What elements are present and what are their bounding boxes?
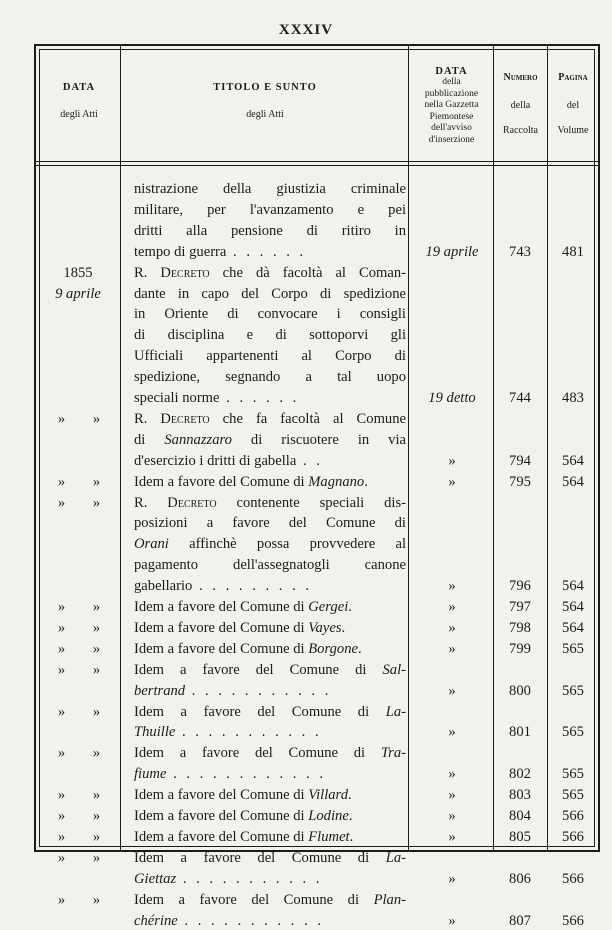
dot-leader: . . . . . . . . . . . [176,870,323,887]
volume-page: 483 [562,390,584,406]
collection-number: 743 [509,243,531,260]
ditto-mark: » [92,745,101,762]
decree-label: R. Decreto [134,264,210,281]
header-page-line: del [566,99,580,111]
collection-number: 744 [509,390,531,406]
ditto-mark: » [57,661,66,678]
entry-title-line [134,326,406,344]
title-text: che fa facoltà al Comune [209,410,407,427]
gazette-date: » [448,766,456,783]
ditto-mark: » [92,473,101,490]
volume-page: 565 [562,766,584,783]
header-gazette-line: Piemontese [429,111,474,122]
title-text: . [364,473,368,490]
entry-title-line [134,556,406,574]
collection-number: 796 [509,578,531,595]
comune-name: Thuille [134,724,176,741]
dot-leader: . . . . . . . . . . . . [166,766,326,783]
entry-title-line [134,431,406,449]
entry-title-line [134,535,406,553]
gazette-date: » [448,828,456,845]
ditto-mark: » [92,410,101,427]
ditto-mark: » [92,703,101,720]
title-text: tempo di guerra [134,243,227,260]
comune-name: chérine [134,912,178,929]
volume-page: 564 [562,599,584,615]
title-text: Idem a favore del Comune di [134,619,309,636]
entry-title-line [134,661,406,679]
ditto-marks [44,494,114,512]
title-text: . [348,808,353,824]
title-text: . [341,619,346,636]
entry-title-line [134,807,406,825]
title-text: Idem a favore del Comune di [134,473,309,490]
collection-number: 795 [509,473,531,490]
ditto-marks [44,598,114,616]
ditto-mark: » [92,661,101,678]
header-page-title: Pagina [558,72,588,83]
entry-title-line [134,285,406,303]
dot-leader: . . . . . . [226,243,307,260]
comune-name: bertrand [134,682,186,699]
ditto-mark: » [92,891,101,908]
comune-name: fiume [134,766,167,783]
volume-page: 565 [562,640,584,657]
title-text: posizioni a favore del Comune di [134,515,406,532]
entry-title-line [134,786,406,804]
ditto-marks [44,703,114,721]
ditto-mark: » [57,703,66,720]
entry-title-line [134,347,406,365]
ditto-marks [44,807,114,825]
title-text: Idem a favore del Comune di [134,661,383,678]
ditto-mark: » [57,828,66,845]
gazette-date: » [448,808,456,824]
gazette-date: » [448,599,456,615]
title-text: Idem a favore del Comune di [134,787,309,804]
volume-page: 564 [562,619,584,636]
entry-title-line [134,577,406,595]
entry-title-line [134,180,406,198]
header-gazette-line: pubblicazione [424,88,479,99]
ditto-mark: » [92,828,101,845]
title-text: militare, per l'avanzamento e pei [134,201,406,218]
entry-date: 1855 [63,264,93,281]
entry-title-line [134,828,406,846]
ditto-mark: » [92,599,101,615]
title-text: di disciplina e di sottoporvi gli [134,327,406,344]
entry-title-line [134,640,406,658]
header-gazette-line: nella Gazzetta [424,100,479,111]
volume-page: 566 [562,912,584,929]
ditto-marks [44,828,114,846]
entry-title-line [134,222,406,240]
title-text: gabellario [134,578,193,595]
ditto-mark: » [57,745,66,762]
collection-number: 797 [509,599,531,615]
volume-page: 565 [562,787,584,804]
entry-title-line [134,494,406,512]
entry-title-line [134,368,406,386]
title-text: spedizione, segnando a tal uopo [134,369,406,386]
ditto-mark: » [92,494,101,511]
ditto-mark: » [57,473,66,490]
comune-name: Giettaz [134,870,177,887]
dot-leader: . . . . . . . . . . . [177,912,325,929]
gazette-date: 19 aprile [425,243,479,260]
page-number: XXXIV [278,22,334,38]
gazette-date: » [448,870,456,887]
entry-title-line [134,912,406,930]
title-text: contenente speciali dis- [216,494,406,511]
entry-title-line [134,703,406,721]
ditto-mark: » [57,808,66,824]
entry-title-line [134,723,406,741]
collection-number: 805 [509,828,531,845]
entry-title-line [134,201,406,219]
collection-number: 806 [509,870,531,887]
title-text: Ufficiali appartenenti al Corpo di [134,348,406,365]
dot-leader: . . . . . . [219,390,300,406]
dot-leader: . . . . . . . . . [192,578,313,595]
header-title-title: TITOLO E SUNTO [213,82,317,93]
entry-title-line [134,473,406,491]
header-number-title: Numero [503,72,538,83]
comune-name: Plan- [373,891,406,908]
header-gazette-title: DATA [435,66,468,77]
title-text: . [349,828,354,845]
title-text: . [348,599,352,615]
volume-page: 565 [562,724,584,741]
entry-title-line [134,870,406,888]
entry-title-line [134,619,406,637]
ditto-mark: » [57,640,66,657]
gazette-date: » [448,724,456,741]
comune-name: Magnano [308,473,365,490]
comune-name: Villard [308,787,348,804]
entry-date: 9 aprile [55,285,101,302]
volume-page: 566 [562,870,584,887]
comune-name: Lodine [308,808,349,824]
entry-title-line [134,765,406,783]
title-text: nistrazione della giustizia criminale [134,181,406,197]
volume-page: 564 [562,578,584,595]
volume-page: 564 [562,473,584,490]
ditto-mark: » [57,599,66,615]
gazette-date: » [448,473,456,490]
comune-name: Flumet [308,828,350,845]
collection-number: 802 [509,766,531,783]
title-text: Idem a favore del Comune di [134,849,386,866]
title-text: . [357,640,362,657]
collection-number: 801 [509,724,531,741]
comune-name: Vayes [308,619,342,636]
title-text: Idem a favore del Comune di [134,828,309,845]
title-text: Idem a favore del Comune di [134,808,309,824]
collection-number: 800 [509,682,531,699]
entry-title-line [134,264,406,282]
title-text: Idem a favore del Comune di [134,703,386,720]
header-date-title: DATA [62,82,96,93]
volume-page: 481 [562,243,584,260]
ditto-marks [44,661,114,679]
ditto-mark: » [57,410,66,427]
ditto-mark: » [57,619,66,636]
ditto-marks [44,744,114,762]
title-text: che dà facoltà al Coman- [209,264,407,281]
title-text: di riscuotere in via [231,431,406,448]
header-page-line: Volume [557,125,589,136]
ditto-mark: » [57,494,66,511]
gazette-date: 19 detto [428,390,476,406]
comune-name: Borgone [308,640,358,657]
title-text: di [134,431,165,448]
title-text: in Oriente di convocare i consigli [134,306,406,323]
title-text: speciali norme [134,390,220,406]
gazette-date: » [448,682,456,699]
comune-name: La- [385,849,406,866]
gazette-date: » [448,640,456,657]
gazette-date: » [448,912,456,929]
comune-name: Sal- [382,661,406,678]
entry-title-line [134,243,406,261]
comune-name: Gergei [308,599,349,615]
entry-title-line [134,514,406,532]
ditto-mark: » [92,640,101,657]
title-text: dritti alla pensione di ritiro in [134,222,406,239]
dot-leader: . . [296,452,323,469]
entry-title-line [134,849,406,867]
gazette-date: » [448,452,456,469]
comune-name: Tra- [380,745,406,762]
entry-title-line [134,452,406,470]
entry-title-line [134,598,406,616]
gazette-date: » [448,578,456,595]
entry-title-line [134,682,406,700]
title-text: Idem a favore del Comune di [134,640,309,657]
ditto-mark: » [57,787,66,804]
comune-name: Orani [134,536,169,553]
entry-title-line [134,410,406,428]
ditto-marks [44,786,114,804]
ditto-marks [44,849,114,867]
volume-page: 566 [562,828,584,845]
header-date-sub: degli Atti [60,109,98,120]
collection-number: 799 [509,640,531,657]
header-gazette-line: della [442,77,461,87]
ditto-mark: » [57,849,66,866]
gazette-date: » [448,619,456,636]
header-number-line: della [510,99,531,111]
entry-title-line [134,305,406,323]
volume-page: 564 [562,452,584,469]
dot-leader: . . . . . . . . . . . [185,682,332,699]
title-text: affinchè possa provvedere al [168,536,406,553]
collection-number: 803 [509,787,531,804]
header-gazette-line: dell'avviso [431,123,472,134]
collection-number: 798 [509,619,531,636]
entry-title-line [134,389,406,407]
ditto-mark: » [92,808,101,824]
title-text: . [348,787,352,804]
title-text: Idem a favore del Comune di [134,891,374,908]
decree-label: R. Decreto [134,410,210,427]
title-text: dante in capo del Corpo di spedizione [134,285,406,302]
title-text: pagamento dell'assegnatogli canone [134,557,406,574]
title-text: d'esercizio i dritti di gabella [134,452,297,469]
header-number-line: Raccolta [503,125,538,136]
entry-title-line [134,744,406,762]
ditto-mark: » [92,619,101,636]
collection-number: 804 [509,808,531,824]
collection-number: 794 [509,452,531,469]
ditto-marks [44,640,114,658]
collection-number: 807 [509,912,531,929]
ditto-mark: » [92,787,101,804]
title-text: Idem a favore del Comune di [134,599,309,615]
decree-label: R. Decreto [134,494,217,511]
ditto-mark: » [92,849,101,866]
volume-page: 565 [562,682,584,699]
gazette-date: » [448,787,456,804]
ditto-marks [44,619,114,637]
comune-name: Sannazzaro [164,431,232,448]
volume-page: 566 [562,808,584,824]
header-title-sub: degli Atti [246,109,284,120]
ditto-mark: » [57,891,66,908]
header-gazette-line: d'inserzione [428,134,475,145]
title-text: Idem a favore del Comune di [134,745,381,762]
ditto-marks [44,410,114,428]
ditto-marks [44,473,114,491]
comune-name: La- [385,703,406,720]
dot-leader: . . . . . . . . . . . [175,724,322,741]
